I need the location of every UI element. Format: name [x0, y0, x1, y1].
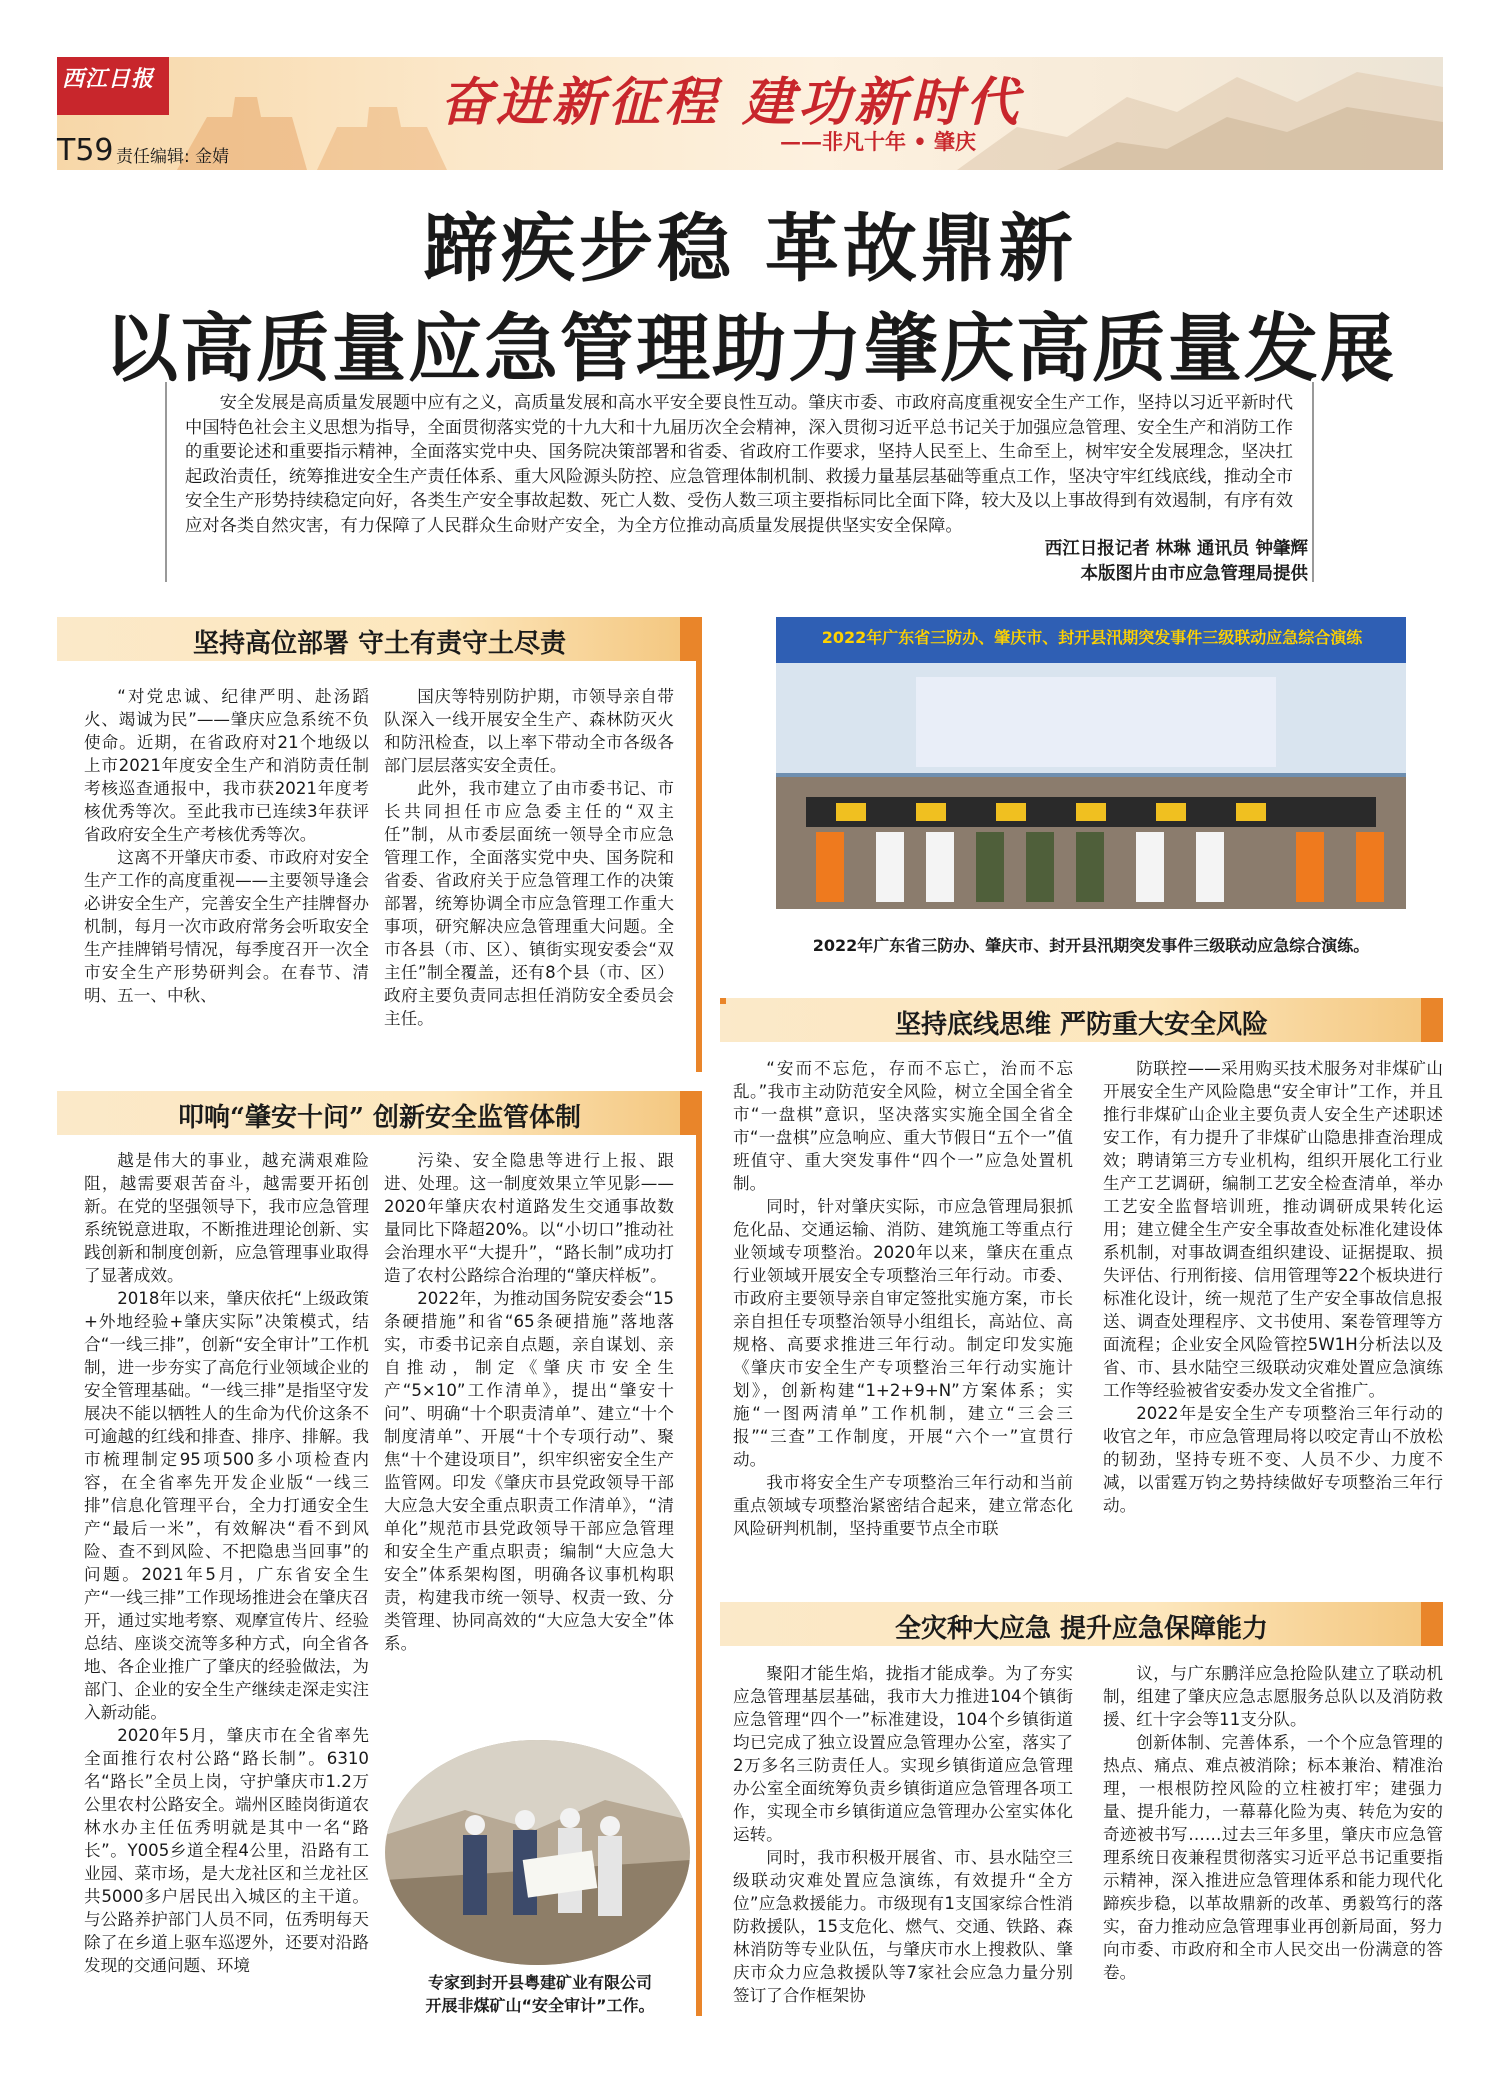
section-1-column-2 — [384, 685, 674, 1030]
paragraph: 防联控——采用购买技术服务对非煤矿山开展安全生产风险隐患“安全审计”工作，并且推行非煤矿山企业主要负责人安全生产述职述安工作，有力提升了非煤矿山隐患排查治理成效；聘请第三方专业机构，组织开展化工行业生产工艺调研，编制工艺安全检查清单，举办工艺安全监督培训班，推动调研成果转化运用；建立健全生产安全事故查处标准化建设体系机制，对事故调查组织建设、证据提取、损失评估、行刑衔接、信用管理等22个板块进行标准化设计，统一规范了生产安全事故信息报送、调查处理程序、文书使用、案卷管理等方面流程；企业安全风险管控5W1H分析法以及省、市、县水陆空三级联动灾难处置应急演练工作等经验被省安委办发文全省推广。 — [1103, 1059, 1443, 1400]
photo-illustration — [776, 617, 1406, 909]
section-2-column-1 — [84, 1149, 369, 1977]
paragraph: “对党忠诚、纪律严明、赴汤蹈火、竭诚为民”——肇庆应急系统不负使命。近期，在省政府对21个地级以上市2021年度安全生产和消防责任制考核巡查通报中，我市获2021年度考核优秀等次。至此我市已连续3年获评省政府安全生产考核优秀等次。 — [84, 687, 369, 844]
photo-illustration — [385, 1740, 690, 1965]
paragraph: 2022年，为推动国务院安委会“15条硬措施”和省“65条硬措施”落地落实，市委书记亲自点题，亲自谋划、亲自推动，制定《肇庆市安全生产“5×10”工作清单》，提出“肇安十问”、明确“十个职责清单”、建立“十个制度清单”、开展“十个专项行动”、聚焦“十个建设项目”，织牢织密安全生产监管网。印发《肇庆市县党政领导干部大应急大安全重点职责工作清单》，“清单化”规范市县党政领导干部应急管理和安全生产重点职责；编制“大应急大安全”体系架构图，明确各议事机构职责，构建我市统一领导、权责一致、分类管理、协同高效的“大应急大安全”体系。 — [384, 1289, 674, 1653]
paragraph: 我市将安全生产专项整治三年行动和当前重点领域专项整治紧密结合起来，建立常态化风险研判机制，坚持重要节点全市联 — [733, 1473, 1073, 1538]
section-title: 坚持底线思维 严防重大安全风险 — [894, 1010, 1269, 1040]
section-divider — [696, 617, 702, 1072]
section-3-column-2 — [1103, 1057, 1443, 1517]
section-1-column-1 — [84, 685, 369, 1007]
section-header-4 — [720, 1602, 1443, 1646]
paragraph: 聚阳才能生焰，拢指才能成拳。为了夯实应急管理基层基础，我市大力推进104个镇街应急管理“四个一”标准建设，104个乡镇街道均已完成了独立设置应急管理办公室，落实了2万多名三防责任人。实现乡镇街道应急管理办公室全面统筹负责乡镇街道应急管理各项工作，实现全市乡镇街道应急管理办公室实体化运转。 — [733, 1664, 1073, 1844]
section-3-column-1 — [733, 1057, 1073, 1540]
banner-slogan: 奋进新征程 建功新时代 — [440, 72, 1023, 133]
paragraph: 污染、安全隐患等进行上报、跟进、处理。这一制度效果立竿见影——2020年肇庆农村道路发生交通事故数量同比下降超20%。以“小切口”推动社会治理水平“大提升”，“路长制”成功打造了农村公路综合治理的“肇庆样板”。 — [384, 1151, 674, 1285]
lead-paragraph: 安全发展是高质量发展题中应有之义，高质量发展和高水平安全要良性互动。肇庆市委、市政府高度重视安全生产工作，坚持以习近平新时代中国特色社会主义思想为指导，全面贯彻落实党的十九大和十九届历次全会精神，深入贯彻习近平总书记关于加强应急管理、安全生产和消防工作的重要论述和重要指示精神，全面落实党中央、国务院决策部署和省委、省政府工作要求，坚持人民至上、生命至上，树牢安全发展理念，坚决扛起政治责任，统筹推进安全生产责任体系、重大风险源头防控、应急管理体制机制、救援力量基层基础等重点工作，坚决守牢红线底线，推动全市安全生产形势持续稳定向好，各类生产安全事故起数、死亡人数、受伤人数三项主要指标同比全面下降，较大及以上事故得到有效遏制，有序有效应对各类自然灾害，有力保障了人民群众生命财产安全，为全方位推动高质量发展提供坚实安全保障。 — [185, 393, 1293, 536]
newspaper-logo: 西江日报 — [62, 66, 155, 92]
section-title: 叩响“肇安十问” 创新安全监管体制 — [178, 1103, 581, 1133]
section-4-column-1 — [733, 1662, 1073, 2007]
page-number: T59 — [57, 133, 114, 168]
section-accent — [720, 998, 726, 1004]
banner-subslogan: ——非凡十年 • 肇庆 — [780, 129, 977, 154]
paragraph: “安而不忘危，存而不忘亡，治而不忘乱。”我市主动防范安全风险，树立全国全省全市“一盘棋”意识，坚决落实实施全国全省全市“一盘棋”应急响应、重大节假日“五个一”值班值守、重大突发事件“四个一”应急处置机制。 — [733, 1059, 1073, 1193]
section-header-2 — [57, 1091, 702, 1135]
headline-line-1: 蹄疾步稳 革故鼎新 — [423, 206, 1077, 292]
section-4-column-2 — [1103, 1662, 1443, 1984]
section-header-3 — [720, 998, 1443, 1042]
section-2-column-2 — [384, 1149, 674, 1655]
mine-photo-caption-2: 开展非煤矿山“安全审计”工作。 — [425, 1996, 655, 2015]
drill-photo-caption: 2022年广东省三防办、肇庆市、封开县汛期突发事件三级联动应急综合演练。 — [812, 936, 1370, 955]
section-title: 坚持高位部署 守土有责守土尽责 — [192, 629, 567, 659]
section-title: 全灾种大应急 提升应急保障能力 — [894, 1614, 1269, 1644]
paragraph: 这离不开肇庆市委、市政府对安全生产工作的高度重视——主要领导逢会必讲安全生产，完善安全生产挂牌督办机制，每月一次市政府常务会听取安全生产挂牌销号情况，每季度召开一次全市安全生产形势研判会。在春节、清明、五一、中秋、 — [84, 848, 369, 1005]
paragraph: 此外，我市建立了由市委书记、市长共同担任市应急委主任的“双主任”制，从市委层面统一领导全市应急管理工作，全面落实党中央、国务院和省委、省政府关于应急管理工作的决策部署，统筹协调全市应急管理工作重大事项，研究解决应急管理重大问题。全市各县（市、区）、镇街实现安委会“双主任”制全覆盖，还有8个县（市、区）政府主要负责同志担任消防安全委员会主任。 — [384, 779, 674, 1028]
paragraph: 同时，我市积极开展省、市、县水陆空三级联动灾难处置应急演练，有效提升“全方位”应急救援能力。市级现有1支国家综合性消防救援队，15支危化、燃气、交通、铁路、森林消防等专业队伍，与肇庆市水上搜救队、肇庆市众力应急救援队等7家社会应急力量分别签订了合作框架协 — [733, 1848, 1073, 2005]
paragraph: 2020年5月，肇庆市在全省率先全面推行农村公路“路长制”。6310名“路长”全员上岗，守护肇庆市1.2万公里农村公路安全。端州区睦岗街道农林水办主任伍秀明就是其中一名“路长”。Y005乡道全程4公里，沿路有工业园、菜市场，是大龙社区和兰龙社区共5000多户居民出入城区的主干道。与公路养护部门人员不同，伍秀明每天除了在乡道上驱车巡逻外，还要对沿路发现的交通问题、环境 — [84, 1726, 369, 1975]
editor-credit: 责任编辑: 金婧 — [116, 147, 230, 167]
paragraph: 越是伟大的事业，越充满艰难险阻，越需要艰苦奋斗，越需要开拓创新。在党的坚强领导下，我市应急管理系统锐意进取，不断推进理论创新、实践创新和制度创新，应急管理事业取得了显著成效。 — [84, 1151, 369, 1285]
emergency-drill-photo — [776, 617, 1406, 909]
headline-line-2: 以高质量应急管理助力肇庆高质量发展 — [104, 306, 1396, 392]
paragraph: 2022年是安全生产专项整治三年行动的收官之年，市应急管理局将以咬定青山不放松的韧劲，坚持专班不变、人员不少、力度不减，以雷霆万钧之势持续做好专项整治三年行动。 — [1103, 1404, 1443, 1515]
mine-photo-caption-1: 专家到封开县粤建矿业有限公司 — [427, 1973, 652, 1992]
byline-photo-credit: 本版图片由市应急管理局提供 — [1080, 564, 1308, 584]
paragraph: 国庆等特别防护期，市领导亲自带队深入一线开展安全生产、森林防灭火和防汛检查，以上率下带动全市各级各部门层层落实安全责任。 — [384, 687, 674, 775]
paragraph: 议，与广东鹏洋应急抢险队建立了联动机制，组建了肇庆应急志愿服务总队以及消防救援、红十字会等11支分队。 — [1103, 1664, 1443, 1729]
paragraph: 创新体制、完善体系，一个个应急管理的热点、痛点、难点被消除；标本兼治、精准治理，一根根防控风险的立柱被打牢；建强力量、提升能力，一幕幕化险为夷、转危为安的奇迹被书写……过去三年多里，肇庆市应急管理系统日夜兼程贯彻落实习近平总书记重要指示精神，深入推进应急管理体系和能力现代化蹄疾步稳，以革故鼎新的改革、勇毅笃行的落实，奋力推动应急管理事业再创新局面，努力向市委、市政府和全市人民交出一份满意的答卷。 — [1103, 1733, 1443, 1982]
drill-banner-text: 2022年广东省三防办、肇庆市、封开县汛期突发事件三级联动应急综合演练 — [821, 628, 1363, 647]
section-divider — [696, 1091, 702, 2016]
section-header-1 — [57, 617, 702, 661]
byline-reporter: 西江日报记者 林琳 通讯员 钟肇辉 — [1044, 539, 1308, 559]
paragraph: 同时，针对肇庆实际，市应急管理局狠抓危化品、交通运输、消防、建筑施工等重点行业领域专项整治。2020年以来，肇庆在重点行业领域开展安全专项整治三年行动。市委、市政府主要领导亲自审定签批实施方案，市长亲自担任专项整治领导小组组长，高站位、高规格、高要求推进三年行动。制定印发实施《肇庆市安全生产专项整治三年行动实施计划》，创新构建“1+2+9+N”方案体系；实施“一图两清单”工作机制，建立“三会三报”“三查”工作制度，开展“六个一”宣贯行动。 — [733, 1197, 1073, 1469]
mine-audit-photo — [385, 1740, 690, 1965]
paragraph: 2018年以来，肇庆依托“上级政策+外地经验+肇庆实际”决策模式，结合“一线三排”，创新“安全审计”工作机制，进一步夯实了高危行业领域企业的安全管理基础。“一线三排”是指坚守发展决不能以牺牲人的生命为代价这条不可逾越的红线和排查、排序、排解。我市梳理制定95项500多小项检查内容，在全省率先开发企业版“一线三排”信息化管理平台，全力打通安全生产“最后一米”，有效解决“看不到风险、查不到风险、不把隐患当回事”的问题。2021年5月，广东省安全生产“一线三排”工作现场推进会在肇庆召开，通过实地考察、观摩宣传片、经验总结、座谈交流等多种方式，向全省各地、各企业推广了肇庆的经验做法，为部门、企业的安全生产继续走深走实注入新动能。 — [84, 1289, 369, 1722]
